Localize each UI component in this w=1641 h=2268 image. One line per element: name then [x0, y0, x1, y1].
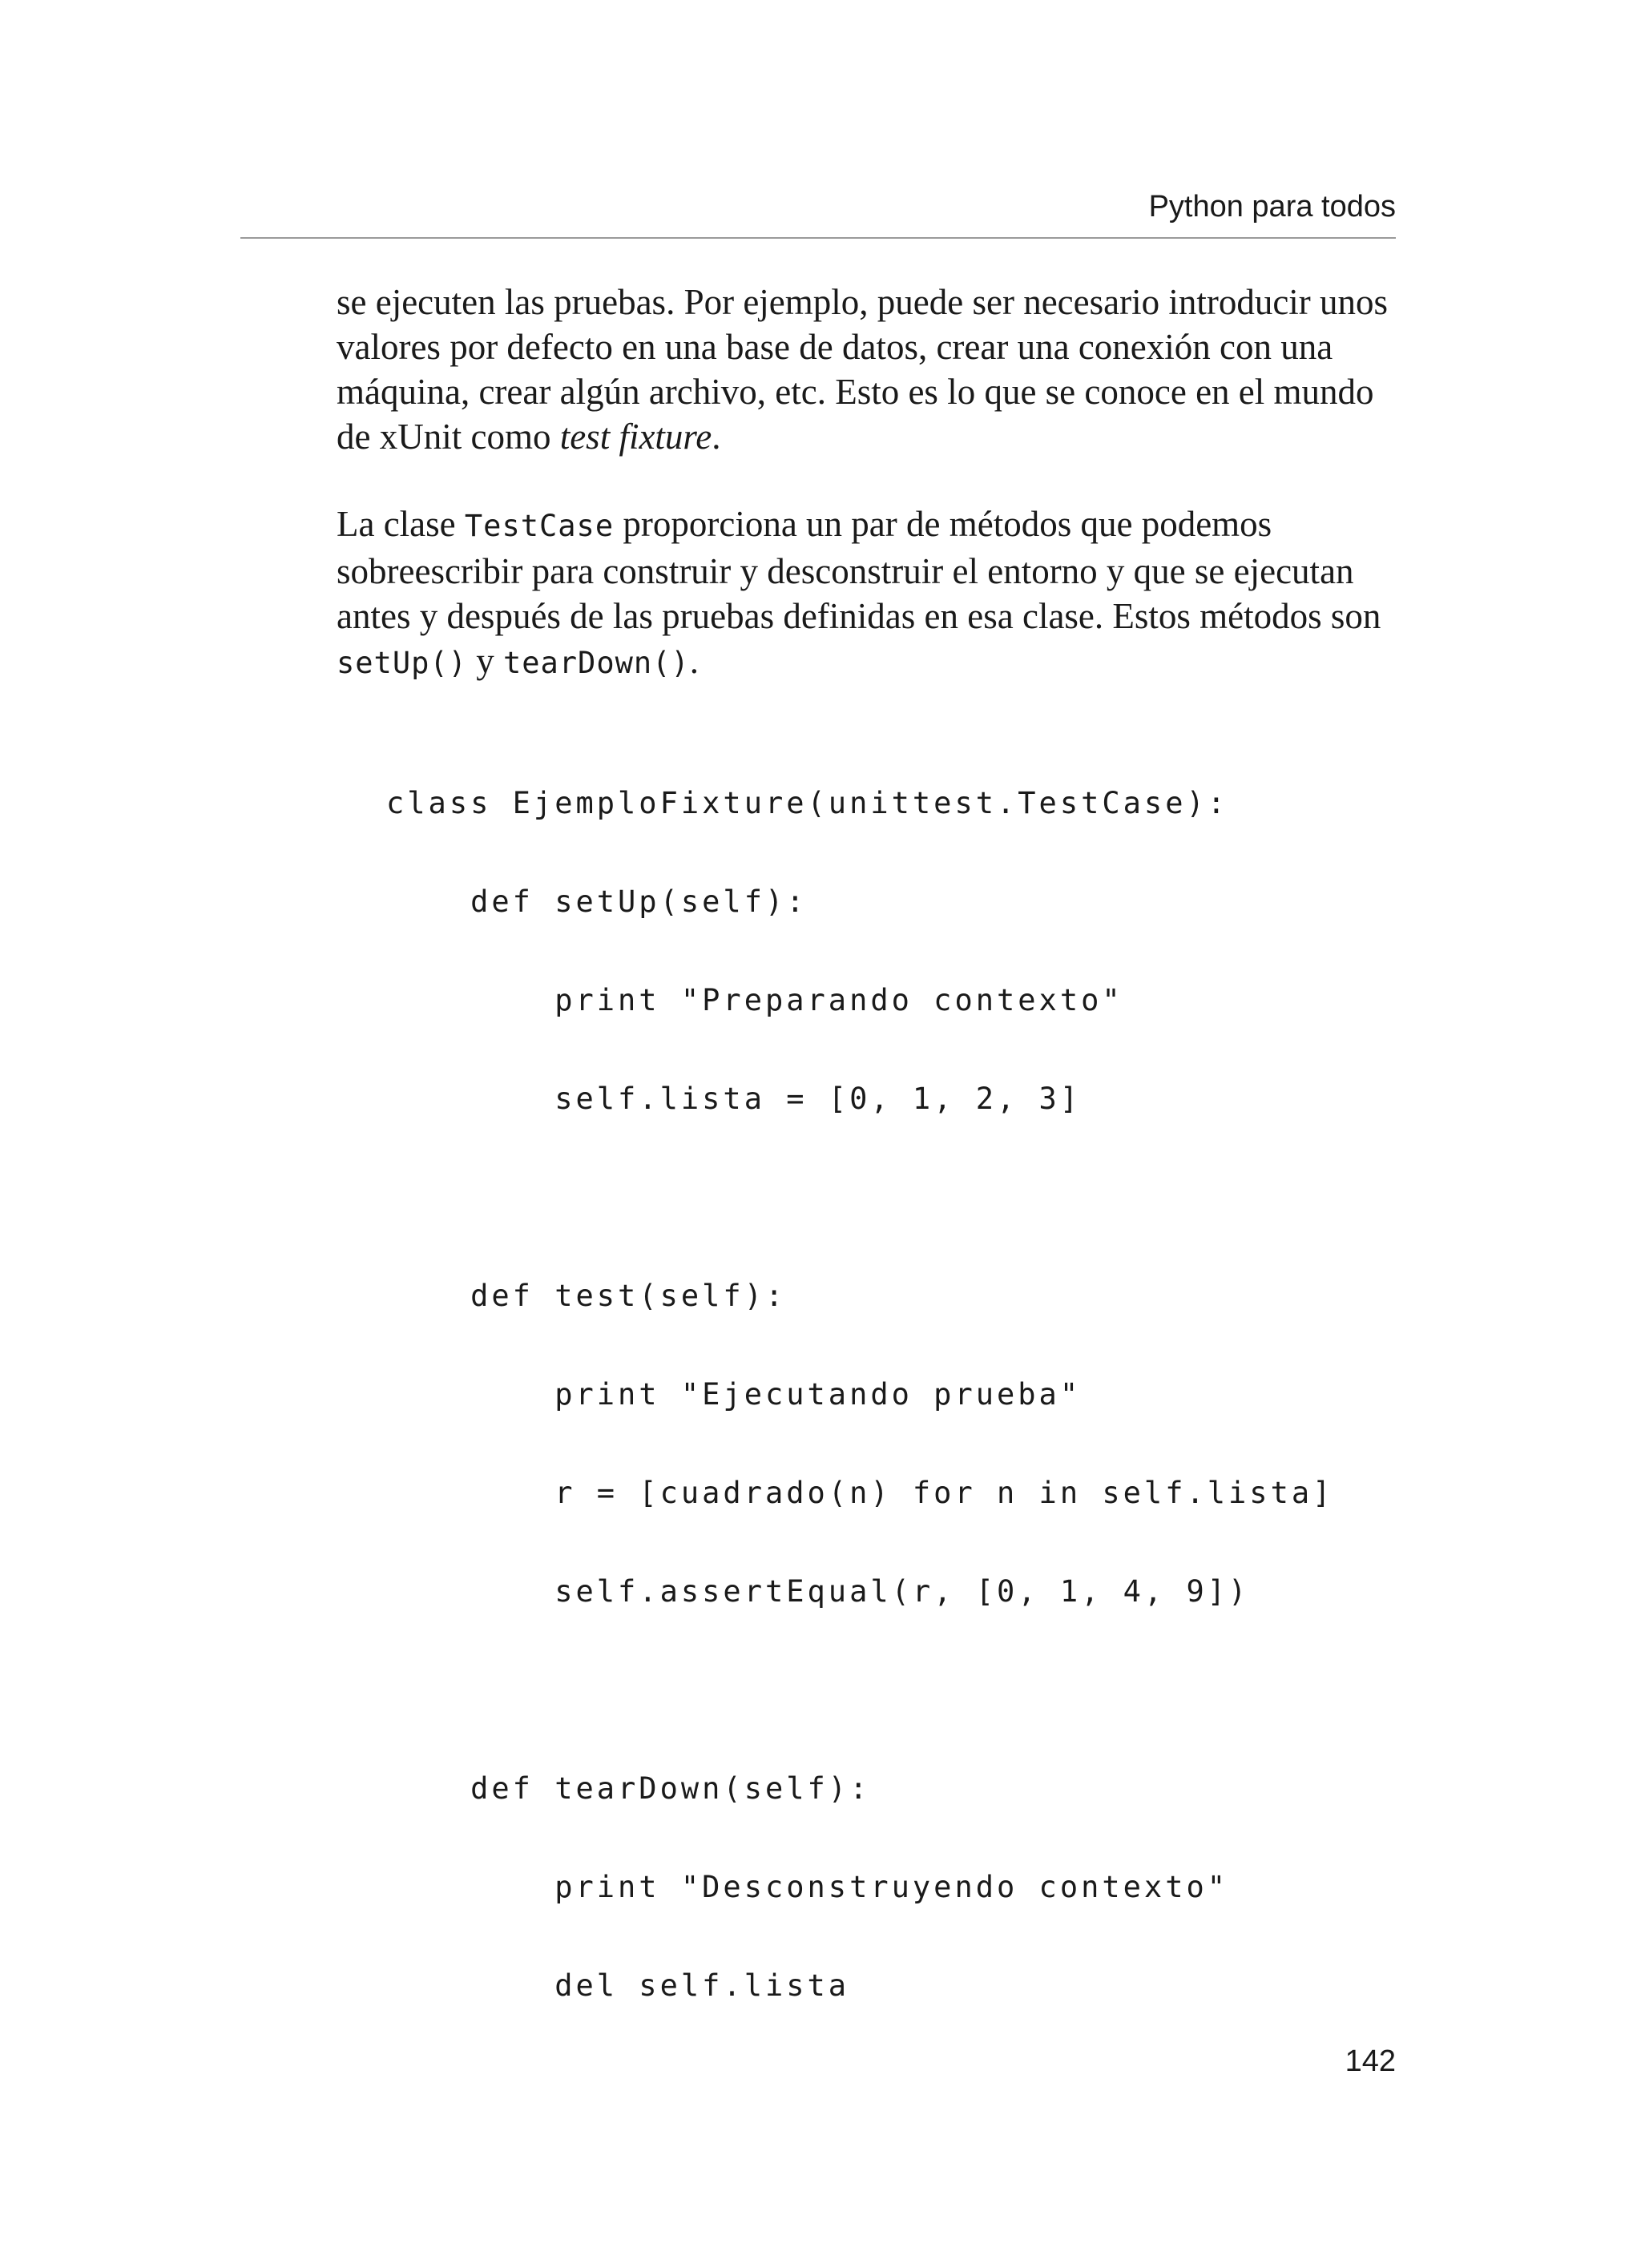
paragraph-testcase-methods — [337, 502, 1402, 686]
inline-code-setup: setUp() — [337, 646, 467, 680]
inline-code-teardown: tearDown() — [502, 646, 690, 680]
code-line: print "Desconstruyendo contexto" — [386, 1870, 1229, 1904]
inline-code-testcase: TestCase — [464, 509, 615, 543]
term-test-fixture: test fixture — [559, 417, 712, 457]
code-line: def tearDown(self): — [386, 1771, 871, 1806]
code-line: class EjemploFixture(unittest.TestCase): — [386, 786, 1229, 820]
header-rule — [240, 237, 1396, 239]
page-number: 142 — [1345, 2044, 1396, 2078]
code-line — [386, 1181, 1333, 1214]
paragraph-2-part-4: . — [689, 641, 699, 681]
code-line: print "Ejecutando prueba" — [386, 1377, 1082, 1412]
paragraph-1-text: se ejecuten las pruebas. Por ejemplo, puede ser necesario introducir unos valores por defecto en una base de datos, crear una conexión con una máquina, crear algún archivo, etc. Esto es lo que se conoce en el mundo de xUnit como — [337, 282, 1389, 457]
code-line: del self.lista — [386, 1968, 850, 2003]
code-line: self.lista = [0, 1, 2, 3] — [386, 1082, 1082, 1116]
paragraph-2-part-1: La clase — [337, 504, 465, 544]
paragraph-2-part-2: proporciona un par de métodos que podemos sobreescribir para construir y desconstruir el entorno y que se ejecutan antes y después de las pruebas definidas en esa clase. Estos métodos son — [337, 504, 1381, 636]
code-line: self.assertEqual(r, [0, 1, 4, 9]) — [386, 1574, 1250, 1609]
code-block — [386, 721, 1333, 2035]
code-line: def setUp(self): — [386, 884, 808, 919]
code-line: r = [cuadrado(n) for n in self.lista] — [386, 1476, 1334, 1510]
code-line — [386, 1674, 1333, 1706]
paragraph-1-end: . — [712, 417, 721, 457]
code-line: def test(self): — [386, 1279, 787, 1313]
paragraph-2-part-3: y — [466, 641, 503, 681]
running-header-title: Python para todos — [1148, 190, 1396, 224]
code-line: print "Preparando contexto" — [386, 983, 1123, 1017]
paragraph-test-fixture — [337, 280, 1402, 459]
